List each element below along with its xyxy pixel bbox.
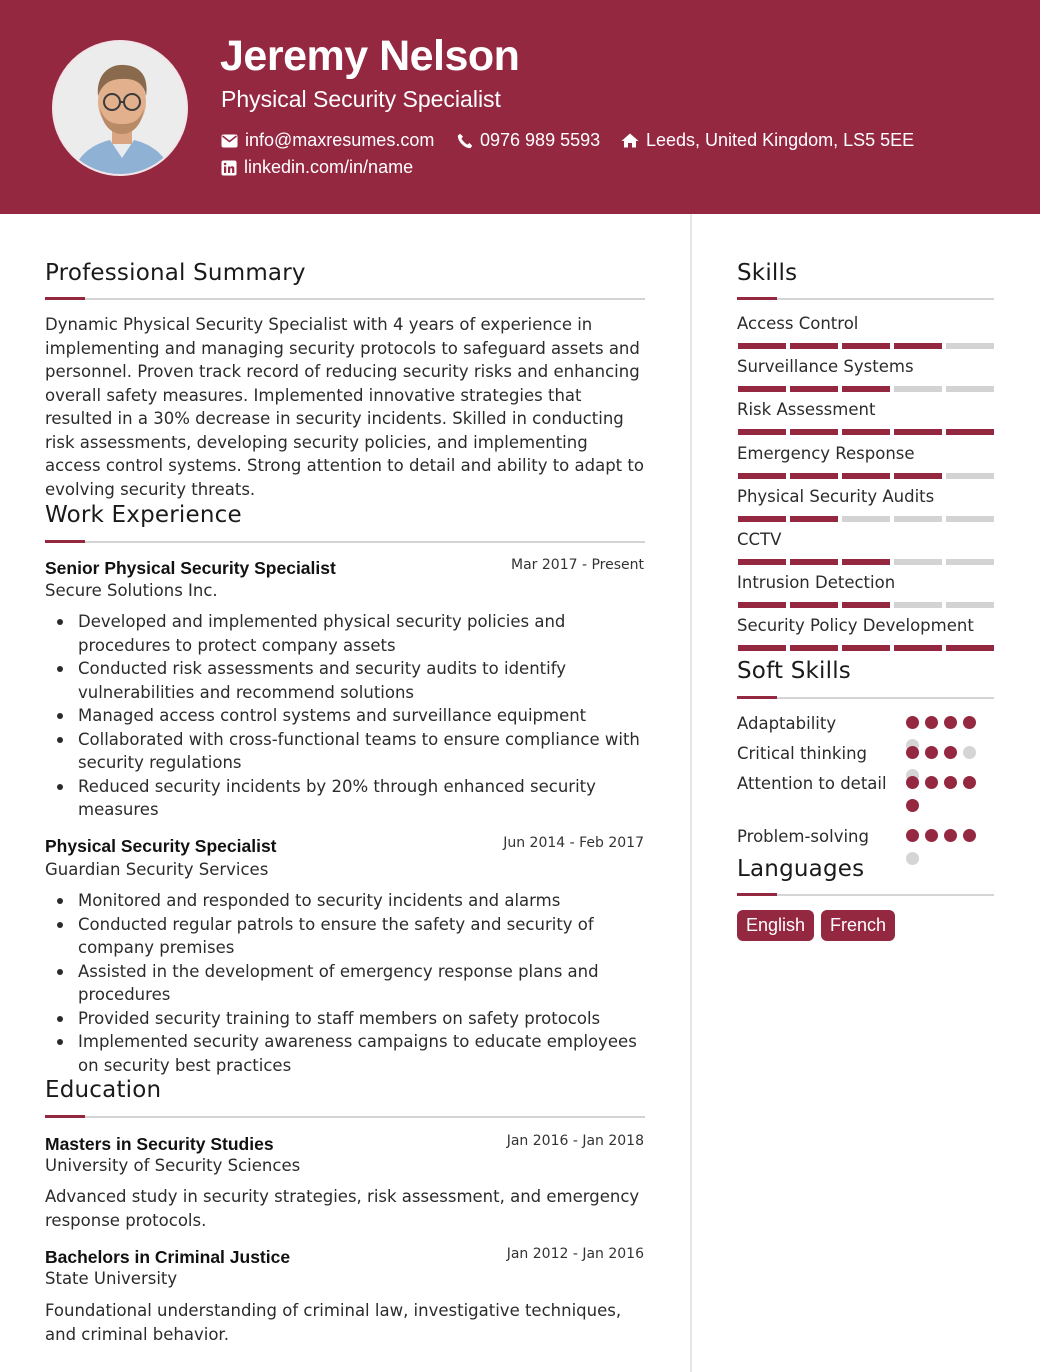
skill-level-segment bbox=[894, 559, 942, 565]
job-date-2: Jun 2014 - Feb 2017 bbox=[503, 835, 644, 851]
rating-dot bbox=[906, 829, 919, 842]
rating-dot bbox=[906, 746, 919, 759]
skill-name: Intrusion Detection bbox=[737, 573, 896, 593]
skill-level-segment bbox=[790, 429, 838, 435]
skill-level-segment bbox=[894, 516, 942, 522]
skill-level-segment bbox=[946, 559, 994, 565]
list-item: Managed access control systems and surveillance equipment bbox=[45, 704, 650, 728]
school-name-1: University of Security Sciences bbox=[45, 1156, 301, 1175]
job-bullets-1 bbox=[45, 610, 650, 822]
skill-level-segment bbox=[842, 516, 890, 522]
soft-skill-rating bbox=[906, 776, 986, 812]
skill-level-segment bbox=[842, 386, 890, 392]
rating-dot bbox=[944, 746, 957, 759]
list-item: Conducted risk assessments and security audits to identify vulnerabilities and recommend solutions bbox=[45, 657, 650, 704]
skill-level-segment bbox=[894, 386, 942, 392]
skill-level-bar bbox=[738, 386, 994, 392]
skill-name: Security Policy Development bbox=[737, 616, 974, 636]
skill-level-segment bbox=[790, 559, 838, 565]
rating-dot bbox=[963, 829, 976, 842]
phone-icon bbox=[457, 133, 473, 149]
skills-heading: Skills bbox=[737, 260, 798, 286]
rating-dot bbox=[925, 746, 938, 759]
skill-name: CCTV bbox=[737, 530, 782, 549]
skill-name: Emergency Response bbox=[737, 443, 915, 463]
skills-rule bbox=[737, 298, 994, 300]
skill-level-bar bbox=[738, 473, 994, 479]
rating-dot bbox=[944, 716, 957, 729]
list-item: Assisted in the development of emergency response plans and procedures bbox=[45, 960, 650, 1007]
skill-level-segment bbox=[946, 645, 994, 651]
skill-level-segment bbox=[738, 343, 786, 349]
email-text: info@maxresumes.com bbox=[245, 130, 435, 150]
languages-heading: Languages bbox=[737, 856, 865, 882]
skill-level-segment bbox=[894, 645, 942, 651]
education-rule bbox=[45, 1116, 645, 1118]
job-title-1: Senior Physical Security Specialist bbox=[45, 558, 336, 578]
soft-skill-name: Attention to detail bbox=[737, 774, 887, 793]
summary-text: Dynamic Physical Security Specialist with 4 years of experience in implementing and managing security protocols to safeguard assets and personnel. Proven track record of reducing security risks and enhancing overall safety measures. Implemented innovative strategies that resulted in a 30% decrease in security incidents. Skilled in conducting risk assessments, developing security policies, and implementing access control systems. Strong attention to detail and ability to adapt to evolving security threats. bbox=[45, 315, 644, 499]
skill-level-segment bbox=[842, 343, 890, 349]
skill-level-segment bbox=[894, 343, 942, 349]
skill-name: Surveillance Systems bbox=[737, 357, 914, 377]
school-name-2: State University bbox=[45, 1269, 178, 1288]
skill-level-segment bbox=[842, 429, 890, 435]
contact-phone[interactable] bbox=[457, 130, 600, 151]
column-divider bbox=[690, 214, 692, 1372]
language-tag-english: English bbox=[737, 910, 814, 941]
summary-heading: Professional Summary bbox=[45, 260, 306, 286]
skill-level-segment bbox=[946, 516, 994, 522]
list-item: Monitored and responded to security incidents and alarms bbox=[45, 889, 650, 913]
envelope-icon bbox=[221, 134, 238, 148]
degree-title-1: Masters in Security Studies bbox=[45, 1134, 274, 1154]
skill-level-segment bbox=[894, 473, 942, 479]
skill-level-segment bbox=[842, 645, 890, 651]
rating-dot bbox=[925, 829, 938, 842]
soft-skill-name: Critical thinking bbox=[737, 744, 867, 763]
soft-skills-rule bbox=[737, 697, 994, 699]
rating-dot bbox=[906, 716, 919, 729]
experience-rule bbox=[45, 541, 645, 543]
skill-name: Risk Assessment bbox=[737, 400, 876, 420]
degree-date-2: Jan 2012 - Jan 2016 bbox=[506, 1246, 644, 1262]
job-date-1: Mar 2017 - Present bbox=[511, 557, 644, 573]
skill-level-segment bbox=[894, 602, 942, 608]
rating-dot bbox=[925, 716, 938, 729]
skill-level-segment bbox=[946, 429, 994, 435]
degree-title-2: Bachelors in Criminal Justice bbox=[45, 1247, 291, 1267]
skill-name: Access Control bbox=[737, 314, 859, 333]
linkedin-icon bbox=[221, 160, 237, 176]
person-portrait-icon bbox=[54, 42, 188, 176]
contact-location bbox=[621, 130, 914, 151]
skill-level-segment bbox=[790, 602, 838, 608]
summary-rule bbox=[45, 298, 645, 300]
home-icon bbox=[621, 133, 639, 148]
list-item: Reduced security incidents by 20% through enhanced security measures bbox=[45, 775, 650, 822]
contact-linkedin[interactable] bbox=[221, 157, 413, 178]
rating-dot bbox=[963, 746, 976, 759]
list-item: Conducted regular patrols to ensure the safety and security of company premises bbox=[45, 913, 650, 960]
skill-level-bar bbox=[738, 343, 994, 349]
rating-dot bbox=[963, 776, 976, 789]
list-item: Provided security training to staff members on safety protocols bbox=[45, 1007, 650, 1031]
skill-level-bar bbox=[738, 429, 994, 435]
rating-dot bbox=[925, 776, 938, 789]
skill-level-segment bbox=[738, 473, 786, 479]
job-org-1: Secure Solutions Inc. bbox=[45, 581, 218, 600]
degree-desc-1: Advanced study in security strategies, risk assessment, and emergency response protocols. bbox=[45, 1187, 640, 1230]
experience-heading: Work Experience bbox=[45, 502, 242, 528]
degree-date-1: Jan 2016 - Jan 2018 bbox=[506, 1133, 644, 1149]
skill-name: Physical Security Audits bbox=[737, 486, 935, 506]
job-title-2: Physical Security Specialist bbox=[45, 836, 277, 856]
skill-level-segment bbox=[790, 516, 838, 522]
soft-skills-heading: Soft Skills bbox=[737, 658, 851, 684]
skill-level-segment bbox=[790, 645, 838, 651]
languages-rule bbox=[737, 894, 994, 896]
resume-header bbox=[0, 0, 1040, 214]
candidate-name: Jeremy Nelson bbox=[220, 32, 520, 80]
job-bullets-2 bbox=[45, 889, 650, 1077]
rating-dot bbox=[944, 776, 957, 789]
rating-dot bbox=[963, 716, 976, 729]
skill-level-segment bbox=[790, 343, 838, 349]
skill-level-segment bbox=[738, 602, 786, 608]
skill-level-segment bbox=[842, 473, 890, 479]
rating-dot bbox=[944, 829, 957, 842]
skill-level-bar bbox=[738, 602, 994, 608]
rating-dot bbox=[906, 776, 919, 789]
skill-level-segment bbox=[790, 473, 838, 479]
skill-level-segment bbox=[738, 645, 786, 651]
list-item: Collaborated with cross-functional teams to ensure compliance with security regulations bbox=[45, 728, 650, 775]
skill-level-segment bbox=[738, 386, 786, 392]
job-org-2: Guardian Security Services bbox=[45, 860, 269, 879]
skill-level-bar bbox=[738, 516, 994, 522]
skill-level-segment bbox=[738, 559, 786, 565]
soft-skill-name: Problem-solving bbox=[737, 827, 869, 846]
skill-level-bar bbox=[738, 559, 994, 565]
skill-level-segment bbox=[946, 602, 994, 608]
language-tag-french: French bbox=[821, 910, 895, 941]
skill-level-segment bbox=[790, 386, 838, 392]
skill-level-segment bbox=[842, 559, 890, 565]
list-item: Implemented security awareness campaigns to educate employees on security best practices bbox=[45, 1030, 650, 1077]
candidate-role: Physical Security Specialist bbox=[221, 86, 501, 112]
skill-level-segment bbox=[738, 516, 786, 522]
rating-dot bbox=[906, 852, 919, 865]
education-heading: Education bbox=[45, 1077, 162, 1103]
list-item: Developed and implemented physical security policies and procedures to protect company assets bbox=[45, 610, 650, 657]
rating-dot bbox=[906, 799, 919, 812]
soft-skill-name: Adaptability bbox=[737, 714, 837, 733]
degree-desc-2: Foundational understanding of criminal law, investigative techniques, and criminal behavior. bbox=[45, 1301, 622, 1344]
linkedin-text: linkedin.com/in/name bbox=[244, 157, 414, 177]
skill-level-segment bbox=[894, 429, 942, 435]
skill-level-segment bbox=[738, 429, 786, 435]
skill-level-segment bbox=[946, 473, 994, 479]
skill-level-segment bbox=[946, 343, 994, 349]
profile-photo bbox=[52, 40, 188, 176]
location-text: Leeds, United Kingdom, LS5 5EE bbox=[646, 130, 915, 150]
contact-email[interactable] bbox=[221, 130, 434, 151]
skill-level-bar bbox=[738, 645, 994, 651]
skill-level-segment bbox=[842, 602, 890, 608]
skill-level-segment bbox=[946, 386, 994, 392]
soft-skill-rating bbox=[906, 829, 986, 865]
phone-text: 0976 989 5593 bbox=[480, 130, 601, 150]
